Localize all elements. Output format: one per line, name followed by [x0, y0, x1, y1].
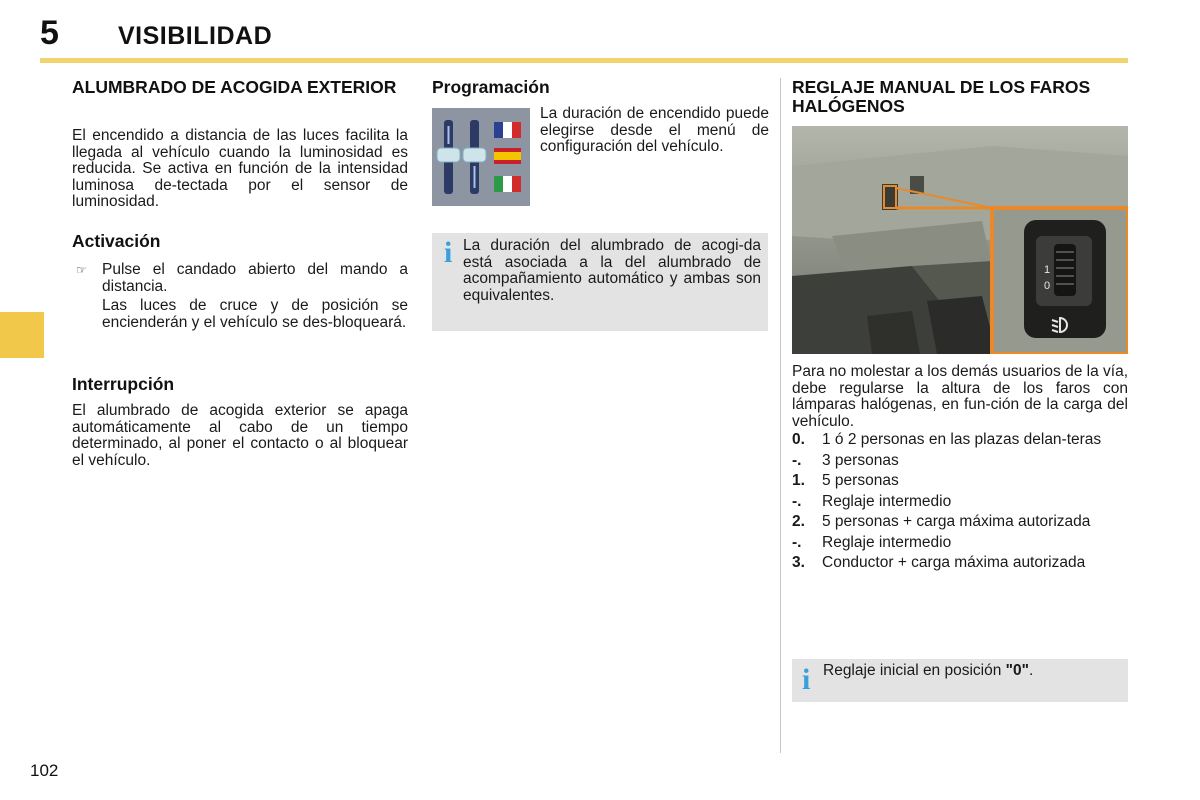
header-rule [40, 58, 1128, 63]
list-item [792, 514, 1132, 531]
info-text-prefix: Reglaje inicial en posición [823, 662, 1006, 679]
list-item [792, 432, 1132, 449]
flag-italy-icon [494, 176, 521, 192]
exterior-lighting-intro: El encendido a distancia de las luces facilita la llegada al vehículo cuando la luminosidad es reducida. Se activa en función de la intensidad luminosa de-tectada por el sensor de luminosidad. [72, 127, 408, 210]
list-item [792, 473, 1132, 490]
list-item-number: 0. [792, 431, 805, 448]
activation-step: Pulse el candado abierto del mando a distancia. [102, 261, 408, 295]
load-setting-list [792, 432, 1132, 576]
list-item-number: 3. [792, 554, 805, 571]
list-item-number: -. [792, 492, 802, 510]
info-icon: i [444, 236, 453, 269]
list-item-text: 3 personas [822, 451, 899, 469]
interruption-heading: Interrupción [72, 374, 175, 394]
list-item-number: 1. [792, 472, 805, 489]
info-text-lighting-duration: La duración del alumbrado de acogi-da está asociada a la del alumbrado de acompañamiento automático y ambas son equivalentes. [463, 237, 761, 304]
chapter-title: VISIBILIDAD [118, 22, 273, 50]
list-item-text: Reglaje intermedio [822, 533, 952, 551]
chapter-number: 5 [40, 14, 59, 52]
info-box-initial-setting [792, 659, 1128, 702]
headlamp-adjustment-intro: Para no molestar a los demás usuarios de la vía, debe regularse la altura de los faros con lámparas halógenas, en fun-ción de la carga del vehículo. [792, 363, 1129, 430]
photo-label-1: 1 [1044, 264, 1051, 276]
list-item [792, 555, 1132, 572]
pointing-hand-icon: ☞ [76, 263, 87, 277]
list-item-text: 5 personas + carga máxima autorizada [822, 513, 1091, 530]
list-item [792, 453, 1132, 470]
info-text-suffix: . [1029, 662, 1034, 679]
chapter-side-tab [0, 312, 44, 358]
section-title-headlamp-adjustment: REGLAJE MANUAL DE LOS FAROS HALÓGENOS [792, 77, 1091, 116]
page-number: 102 [30, 761, 59, 780]
section-title-exterior-lighting: ALUMBRADO DE ACOGIDA EXTERIOR [72, 77, 397, 97]
list-item-text: 1 ó 2 personas en las plazas delan-teras [822, 431, 1102, 448]
flag-france-icon [494, 122, 521, 138]
list-item-text: Conductor + carga máxima autorizada [822, 554, 1086, 571]
list-item [792, 494, 1132, 511]
info-box-lighting-duration [432, 233, 768, 331]
list-item-number: -. [792, 533, 802, 551]
list-item-number: 2. [792, 513, 805, 530]
programming-text: La duración de encendido puede elegirse desde el menú de configuración del vehículo. [540, 105, 769, 155]
programming-heading: Programación [432, 77, 550, 97]
list-item-text: 5 personas [822, 472, 899, 489]
info-icon: i [802, 663, 811, 696]
info-text-value: "0" [1005, 662, 1029, 679]
list-item-number: -. [792, 451, 802, 469]
activation-heading: Activación [72, 231, 161, 251]
flag-spain-icon [494, 148, 521, 164]
info-text-initial-setting [823, 662, 1033, 680]
column-divider [780, 78, 781, 753]
headlamp-adjuster-photo [792, 126, 1128, 354]
activation-result: Las luces de cruce y de posición se encienderán y el vehículo se des-bloqueará. [102, 297, 408, 331]
configuration-menu-image [432, 108, 530, 206]
photo-label-0: 0 [1044, 280, 1051, 292]
list-item-text: Reglaje intermedio [822, 492, 952, 510]
list-item [792, 535, 1132, 552]
interruption-text: El alumbrado de acogida exterior se apaga automáticamente al cabo de un tiempo determinado, al poner el contacto o al bloquear el vehículo. [72, 402, 408, 469]
